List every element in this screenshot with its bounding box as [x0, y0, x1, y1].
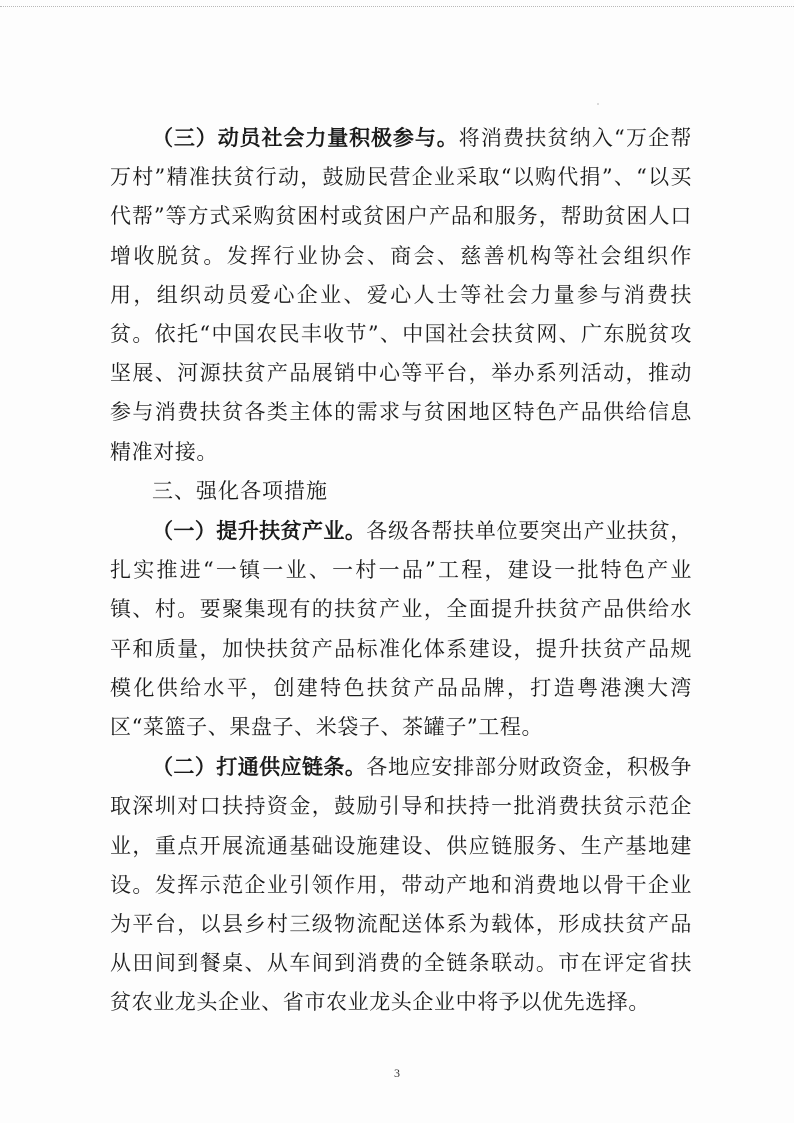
- paragraph-lead: （三）动员社会力量积极参与。: [152, 125, 459, 150]
- paragraph-text: 各地应安排部分财政资金，积极争取深圳对口扶持资金，鼓励引导和扶持一批消费扶贫示范企业，重点开展流通基础设施建设、供应链服务、生产基地建设。发挥示范企业引领作用，带动产地和消费地以骨干企业为平台，以县乡村三级物流配送体系为载体，形成扶贫产品从田间到餐桌、从车间到消费的全链条联动。市在评定省扶贫农业龙头企业、省市农业龙头企业中将予以优先选择。: [110, 755, 692, 1015]
- paragraph-supply-chain: [110, 747, 692, 1022]
- paragraph-improve-industry: [110, 511, 692, 747]
- paragraph-mobilize-social-forces: [110, 118, 692, 472]
- document-body: [110, 118, 692, 1023]
- section-heading: 三、强化各项措施: [152, 478, 328, 503]
- paragraph-text: 将消费扶贫纳入“万企帮万村”精准扶贫行动，鼓励民营企业采取“以购代捐”、“以买代帮”等方式采购贫困村或贫困户产品和服务，帮助贫困人口增收脱贫。发挥行业协会、商会、慈善机构等社会组织作用，组织动员爱心企业、爱心人士等社会力量参与消费扶贫。依托“中国农民丰收节”、中国社会扶贫网、广东脱贫攻坚展、河源扶贫产品展销中心等平台，举办系列活动，推动参与消费扶贫各类主体的需求与贫困地区特色产品供给信息精准对接。: [110, 126, 692, 464]
- paragraph-lead: （一）提升扶贫产业。: [152, 518, 367, 544]
- page-number: 3: [394, 1066, 400, 1080]
- scan-border-line: [0, 6, 794, 7]
- paragraph-lead: （二）打通供应链条。: [152, 754, 367, 780]
- paragraph-text: 各级各帮扶单位要突出产业扶贫，扎实推进“一镇一业、一村一品”工程，建设一批特色产业镇、村。要聚集现有的扶贫产业，全面提升扶贫产品供给水平和质量，加快扶贫产品标准化体系建设，提升扶贫产品规模化供给水平，创建特色扶贫产品品牌，打造粤港澳大湾区“菜篮子、果盘子、米袋子、茶罐子”工程。: [110, 519, 692, 740]
- scan-speck: [597, 103, 599, 105]
